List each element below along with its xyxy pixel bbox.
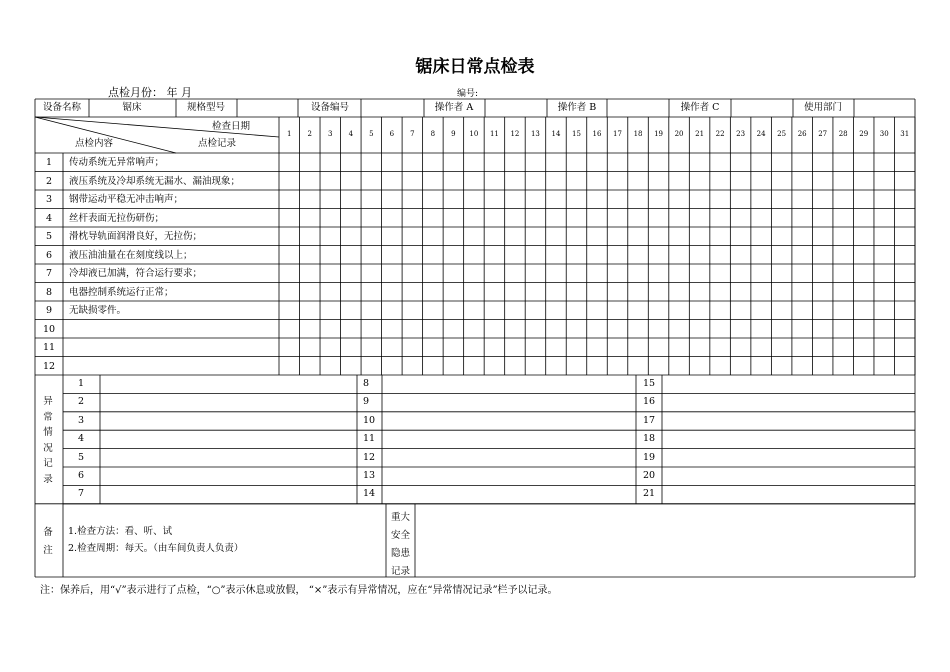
day-number: 17	[613, 130, 622, 138]
item-number: 7	[45, 268, 53, 279]
abnormal-number: 11	[363, 433, 376, 445]
item-number: 1	[45, 157, 53, 168]
abnormal-number: 19	[643, 451, 656, 463]
day-number: 27	[818, 130, 828, 138]
day-number: 2	[307, 130, 312, 138]
item-content: 钢带运动平稳无冲击响声；	[69, 194, 184, 205]
item-number: 9	[45, 305, 53, 316]
day-number: 21	[695, 130, 705, 138]
day-number: 15	[572, 130, 581, 138]
abnormal-number: 7	[78, 488, 85, 500]
day-number: 7	[410, 130, 415, 138]
day-number: 10	[469, 130, 479, 138]
item-number: 3	[45, 194, 53, 205]
operator-c-label: 操作者 C	[680, 102, 720, 113]
equipment-no-label: 设备编号	[310, 102, 349, 113]
abnormal-number: 4	[78, 433, 85, 445]
item-content: 丝杆表面无拉伤研伤；	[69, 212, 165, 224]
abnormal-number: 8	[363, 378, 370, 389]
day-number: 8	[430, 130, 436, 138]
abnormal-number: 6	[78, 470, 85, 481]
abnormal-number: 5	[78, 451, 85, 463]
abnormal-number: 2	[78, 396, 85, 408]
abnormal-number: 16	[643, 396, 656, 408]
abnormal-number: 9	[363, 396, 370, 408]
department-label: 使用部门	[803, 102, 842, 113]
serial-number-label: 编号:	[457, 89, 479, 99]
day-number: 18	[633, 130, 643, 138]
equipment-name-value: 锯床	[122, 102, 142, 113]
day-number: 31	[900, 130, 910, 138]
inspection-month-label: 点检月份： 年 月	[108, 86, 192, 99]
operator-b-label: 操作者 B	[557, 102, 597, 113]
day-number: 14	[551, 130, 561, 138]
operator-a-label: 操作者 A	[434, 102, 474, 113]
abnormal-number: 15	[643, 378, 656, 389]
day-number: 20	[674, 130, 684, 138]
item-number: 2	[45, 175, 53, 187]
remark-inspection-cycle: 2.检查周期：每天。（由车间负责人负责）	[68, 542, 244, 554]
day-number: 1	[287, 130, 292, 138]
item-content: 传动系统无异常响声；	[69, 157, 165, 168]
abnormal-number: 21	[643, 488, 656, 500]
day-number: 29	[859, 130, 869, 138]
item-number: 10	[42, 323, 56, 335]
day-number: 26	[797, 130, 807, 138]
item-content: 液压油油量在在刻度线以上；	[69, 249, 193, 261]
day-number: 13	[530, 130, 540, 138]
item-number: 6	[45, 249, 53, 261]
day-number: 25	[777, 130, 787, 138]
day-number: 3	[328, 130, 333, 138]
item-number: 5	[45, 231, 53, 242]
remarks-label: 备 注	[43, 526, 53, 556]
day-number: 28	[838, 130, 848, 138]
day-number: 30	[879, 130, 889, 138]
abnormal-number: 1	[78, 378, 85, 389]
abnormal-number: 10	[363, 414, 376, 426]
content-axis-label: 点检内容	[75, 138, 114, 149]
equipment-name-label: 设备名称	[42, 102, 81, 113]
day-number: 22	[715, 130, 725, 138]
item-number: 8	[45, 286, 53, 298]
footer-note: 注：保养后，用“√”表示进行了点检，“○”表示休息或放假， “×”表示有异常情况，应在“异常情况记录”栏予以记录。	[40, 585, 558, 596]
abnormal-records-label: 异 常 情 况 记 录	[43, 396, 53, 485]
day-number: 19	[654, 130, 663, 138]
day-number: 23	[736, 130, 746, 138]
remark-inspection-method: 1.检查方法：看、听、试	[68, 525, 173, 537]
day-number: 5	[369, 130, 374, 138]
item-content: 无缺损零件。	[69, 305, 127, 316]
day-number: 12	[510, 130, 520, 138]
abnormal-number: 17	[643, 414, 656, 426]
item-number: 4	[45, 212, 53, 224]
abnormal-number: 20	[643, 470, 656, 481]
abnormal-number: 14	[363, 488, 376, 500]
abnormal-number: 18	[643, 433, 656, 445]
day-number: 4	[348, 130, 354, 138]
item-content: 电器控制系统运行正常；	[69, 286, 174, 298]
item-number: 12	[42, 360, 56, 372]
item-content: 液压系统及冷却系统无漏水、漏油现象；	[69, 175, 241, 187]
day-number: 9	[451, 130, 456, 138]
date-axis-label: 检查日期	[212, 121, 251, 132]
page-title: 锯床日常点检表	[415, 57, 535, 77]
abnormal-number: 12	[363, 451, 376, 463]
record-axis-label: 点检记录	[198, 138, 237, 149]
item-content: 冷却液已加满，符合运行要求；	[69, 268, 203, 279]
item-content: 滑枕导轨面润滑良好，无拉伤；	[69, 231, 203, 242]
major-hazard-label: 重大 安全 隐患 记录	[390, 511, 410, 577]
day-number: 24	[756, 130, 766, 138]
day-number: 16	[592, 130, 602, 138]
day-number: 6	[389, 130, 395, 138]
item-number: 11	[42, 342, 56, 353]
spec-label: 规格型号	[186, 102, 225, 113]
abnormal-number: 13	[363, 470, 376, 481]
abnormal-number: 3	[78, 414, 85, 426]
day-number: 11	[489, 130, 499, 138]
